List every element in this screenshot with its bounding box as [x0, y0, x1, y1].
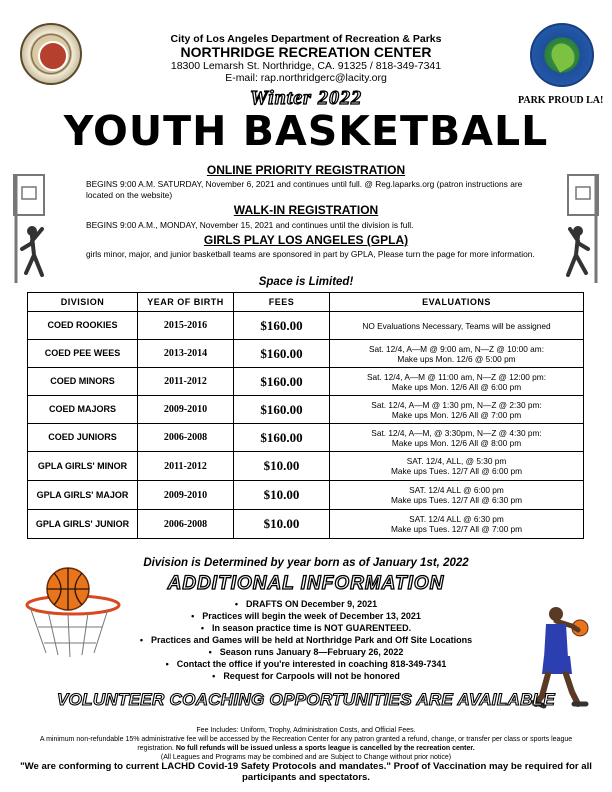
evaluation-makeup: Make ups Tues. 12/7 All @ 7:00 pm	[390, 524, 523, 534]
evaluation-line: NO Evaluations Necessary, Teams will be assigned	[362, 320, 551, 331]
table-row	[28, 452, 584, 481]
leagues-note: (All Leagues and Programs may be combined and are Subject to Change without prior notice)	[160, 754, 452, 761]
season-heading: Winter 2022	[250, 87, 362, 109]
column-header: YEAR OF BIRTH	[138, 293, 234, 312]
refund-policy-text: A minimum non-refundable 15% administrative fee will be accessed by the Recreation Center for any patron granted a refund, change, or transfer per class or sports league registration.	[39, 736, 573, 752]
evaluation-makeup: Make ups Mon. 12/6 All @ 7:00 pm	[391, 409, 522, 420]
park-proud-tagline: PARK PROUD LA!	[518, 95, 604, 106]
evaluation-cell	[330, 452, 584, 481]
evaluation-makeup: Make ups Mon. 12/6 @ 5:00 pm	[397, 353, 516, 364]
table-row	[28, 396, 584, 424]
table-row	[28, 312, 584, 340]
department-name: City of Los Angeles Department of Recreation & Parks	[170, 33, 442, 45]
evaluation-line: Sat. 12/4, A—M @ 1:30 pm, N—Z @ 2:30 pm:	[371, 399, 542, 410]
year-cell: 2011-2012	[138, 368, 234, 396]
info-list	[0, 598, 612, 682]
list-item: • Practices will begin the week of December 13, 2021	[0, 610, 612, 622]
division-cell: COED MAJORS	[28, 396, 138, 424]
division-cell: COED MINORS	[28, 368, 138, 396]
evaluation-cell	[330, 481, 584, 510]
fee-cell: $160.00	[234, 368, 330, 396]
evaluation-line: SAT. 12/4, ALL, @ 5:30 pm	[406, 456, 507, 466]
year-cell: 2006-2008	[138, 510, 234, 539]
fee-cell: $160.00	[234, 340, 330, 368]
table-row	[28, 368, 584, 396]
fee-cell: $10.00	[234, 452, 330, 481]
evaluation-makeup: Make ups Tues. 12/7 All @ 6:30 pm	[390, 495, 523, 505]
evaluation-line: SAT. 12/4 ALL @ 6:30 pm	[409, 514, 504, 524]
online-registration-heading: ONLINE PRIORITY REGISTRATION	[206, 163, 406, 177]
list-item: • In season practice time is NOT GUARENTEED.	[0, 622, 612, 634]
list-item: • Request for Carpools will not be honored	[0, 670, 612, 682]
evaluation-cell	[330, 510, 584, 539]
player-hoop-right-icon	[548, 173, 600, 285]
evaluation-cell	[330, 396, 584, 424]
column-header: FEES	[234, 293, 330, 312]
evaluation-cell	[330, 424, 584, 452]
list-item: • Contact the office if you're interested in coaching 818-349-7341	[0, 658, 612, 670]
center-address: 18300 Lemarsh St. Northridge, CA. 91325 / 818-349-7341	[170, 60, 442, 72]
division-note: Division is Determined by year born as of January 1st, 2022	[143, 557, 469, 569]
fees-includes-note: Fee Includes: Uniform, Trophy, Administration Costs, and Official Fees.	[196, 727, 416, 734]
gpla-heading: GIRLS PLAY LOS ANGELES (GPLA)	[203, 233, 409, 247]
division-cell: COED JUNIORS	[28, 424, 138, 452]
year-cell: 2011-2012	[138, 452, 234, 481]
additional-info-heading: ADDITIONAL INFORMATION	[167, 573, 445, 594]
column-header: EVALUATIONS	[330, 293, 584, 312]
evaluation-line: SAT. 12/4 ALL @ 6:00 pm	[409, 485, 504, 495]
evaluation-line: Sat. 12/4, A—M, @ 3:30pm, N—Z @ 4:30 pm:	[371, 427, 542, 438]
space-limited-note: Space is Limited!	[258, 276, 354, 288]
division-cell: GPLA GIRLS' JUNIOR	[28, 510, 138, 539]
evaluation-line: Sat. 12/4, A—M @ 9:00 am, N—Z @ 10:00 am:	[368, 343, 545, 354]
year-cell: 2009-2010	[138, 481, 234, 510]
table-row	[28, 340, 584, 368]
volunteer-banner: VOLUNTEER COACHING OPPORTUNITIES ARE AVAILABLE	[56, 690, 555, 709]
walkin-registration-text: BEGINS 9:00 A.M., MONDAY, November 15, 2021 and continues until the division is full.	[86, 220, 414, 230]
division-cell: COED PEE WEES	[28, 340, 138, 368]
fee-cell: $160.00	[234, 396, 330, 424]
fee-cell: $160.00	[234, 424, 330, 452]
year-cell: 2006-2008	[138, 424, 234, 452]
evaluation-makeup: Make ups Mon. 12/6 All @ 8:00 pm	[391, 437, 522, 448]
division-cell: COED ROOKIES	[28, 312, 138, 340]
table-row	[28, 510, 584, 539]
center-email: E-mail: rap.northridgerc@lacity.org	[225, 72, 387, 84]
walkin-registration-heading: WALK-IN REGISTRATION	[233, 203, 379, 217]
list-item: • Season runs January 8—February 26, 2022	[0, 646, 612, 658]
refund-policy	[35, 735, 577, 753]
evaluation-line: Sat. 12/4, A—M @ 11:00 am, N—Z @ 12:00 pm:	[366, 371, 546, 382]
covid-notice: "We are conforming to current LACHD Covid-19 Safety Protocols and mandates." Proof of Vaccination may be required for all participants and spectators.	[20, 761, 592, 783]
fee-cell: $10.00	[234, 510, 330, 539]
year-cell: 2009-2010	[138, 396, 234, 424]
list-item: • Practices and Games will be held at Northridge Park and Off Site Locations	[0, 634, 612, 646]
page-title: YOUTH BASKETBALL	[63, 107, 549, 155]
year-cell: 2015-2016	[138, 312, 234, 340]
division-cell: GPLA GIRLS' MAJOR	[28, 481, 138, 510]
evaluation-makeup: Make ups Tues. 12/7 All @ 6:00 pm	[390, 466, 523, 476]
center-name: NORTHRIDGE RECREATION CENTER	[180, 44, 432, 60]
column-header: DIVISION	[28, 293, 138, 312]
divisions-table	[27, 292, 584, 539]
year-cell: 2013-2014	[138, 340, 234, 368]
player-hoop-left-icon	[12, 173, 64, 285]
online-registration-text: BEGINS 9:00 A.M. SATURDAY, November 6, 2021 and continues until full. @ Reg.laparks.org (patron instructions are located on the website)	[86, 179, 523, 200]
table-row	[28, 424, 584, 452]
evaluation-makeup: Make ups Mon. 12/6 All @ 6:00 pm	[391, 381, 522, 392]
fee-cell: $10.00	[234, 481, 330, 510]
gpla-text: girls minor, major, and junior basketball teams are sponsored in part by GPLA, Please turn the page for more information.	[86, 249, 535, 259]
evaluation-cell	[330, 312, 584, 340]
table-header-row	[28, 293, 584, 312]
table-row	[28, 481, 584, 510]
evaluation-cell	[330, 340, 584, 368]
list-item: • DRAFTS ON December 9, 2021	[0, 598, 612, 610]
division-cell: GPLA GIRLS' MINOR	[28, 452, 138, 481]
evaluation-cell	[330, 368, 584, 396]
fee-cell: $160.00	[234, 312, 330, 340]
refund-policy-bold: No full refunds will be issued unless a sports league is cancelled by the recreation center.	[175, 745, 475, 752]
